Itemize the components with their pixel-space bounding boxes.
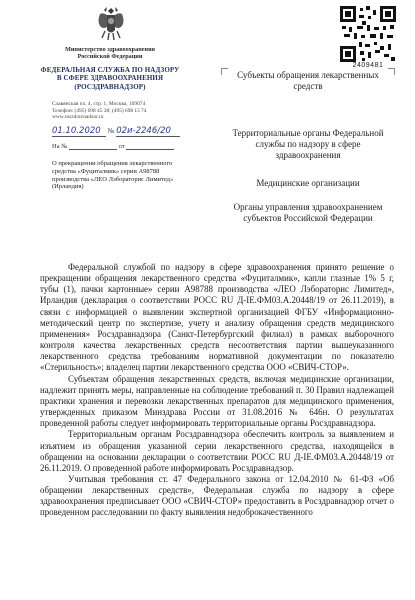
service-name: ФЕДЕРАЛЬНАЯ СЛУЖБА ПО НАДЗОРУ В СФЕРЕ ЗДРАВООХРАНЕНИЯ (РОСЗДРАВНАДЗОР) [40, 66, 180, 91]
reference-date-label: от [118, 143, 125, 150]
state-emblem-icon [94, 4, 128, 42]
addressee-block: Субъекты обращения лекарственных средств [237, 70, 379, 92]
body-paragraph: Субъектам обращения лекарственных средств, включая медицинские организации, надлежит принять меры, направленные на соблюдение требований п. 30 Правил надлежащей практики хранения и перевозки лекарственных препаратов для медицинского применения, утвержденных приказом Минздрава России от 31.08.2016 № 646н. О результатах проведенной работы следует информировать территориальные органы Росздравнадзора. [40, 373, 394, 429]
sender-address [52, 101, 182, 121]
letter-subject: О прекращении обращения лекарственного средства «Фуциталмик» серии А98788 производства «ЛЕО Лэбораторис Лимитед» (Ирландия) [52, 160, 174, 191]
outgoing-number-sign: № [107, 127, 115, 135]
barcode-number: 2409481 [352, 62, 384, 69]
address-line: Славянская пл. 4, стр. 1, Москва, 109074 [52, 101, 146, 107]
reference-line [52, 143, 192, 150]
body-paragraph: Территориальным органам Росздравнадзора обеспечить контроль за выявлением и изъятием из обращения указанной серии лекарственного средства, находящейся в обращении на основании декларации о соответствии РОСС RU Д-IE.ФМ03.А.20448/19 от 26.11.2019. О проведенной работе информировать Росздравнадзор. [40, 429, 394, 473]
body-paragraph: Федеральной службой по надзору в сфере здравоохранения принято решение о прекращении обращения лекарственного средства «Фуциталмик», капли глазные 1% 5 г, тубы (1), пачки картонные» серии А98788 производства «ЛЕО Лэбораторис Лимитед», Ирландия (декларация о соответствии РОСС RU Д-IE.ФМ03.А.20448/19 от 26.11.2019), в связи с информацией о выявлении экспертной организацией ФГБУ «Информационно-методический центр по экспертизе, учету и анализу обращения средств медицинского применения» Росздравнадзора (Санкт-Петербургский филиал) в рамках выборочного контроля качества лекарственных средств несоответствия партии вышеуказанного лекарственного средства требованиям нормативной документации по показателю «Стерильность»; владелец партии лекарственного средства ООО «СВИЧ-СТОР». [40, 262, 394, 373]
addressee-block: Территориальные органы Федеральной службы по надзору в сфере здравоохранения [232, 128, 384, 161]
phone-line: Телефон: (495) 698 45 38; (495) 698 15 74 [52, 107, 147, 114]
addressee-block: Медицинские организации [256, 178, 360, 188]
addressee-block: Органы управления здравоохранением субъектов Российской Федерации [233, 202, 383, 224]
website-line: www.roszdravnadzor.ru [52, 114, 104, 121]
letter-body [40, 262, 394, 519]
body-paragraph: Учитывая требования ст. 47 Федерального закона от 12.04.2010 № 61-ФЗ «Об обращении лекарственных средств», Федеральная служба по надзору в сфере здравоохранения предписывает ООО «СВИЧ-СТОР» предоставить в Росздравнадзор отчет о проведенном расследовании по факту выявления недоброкачественного [40, 473, 394, 518]
outgoing-number: 02и-2246/20 [116, 126, 171, 136]
ministry-name: Министерство здравоохранения Российской Федерации [64, 46, 156, 61]
outgoing-date: 01.10.2020 [52, 126, 101, 136]
barcode-icon [340, 6, 396, 62]
reference-number-label: На № [52, 143, 68, 150]
outgoing-registration [52, 126, 182, 137]
